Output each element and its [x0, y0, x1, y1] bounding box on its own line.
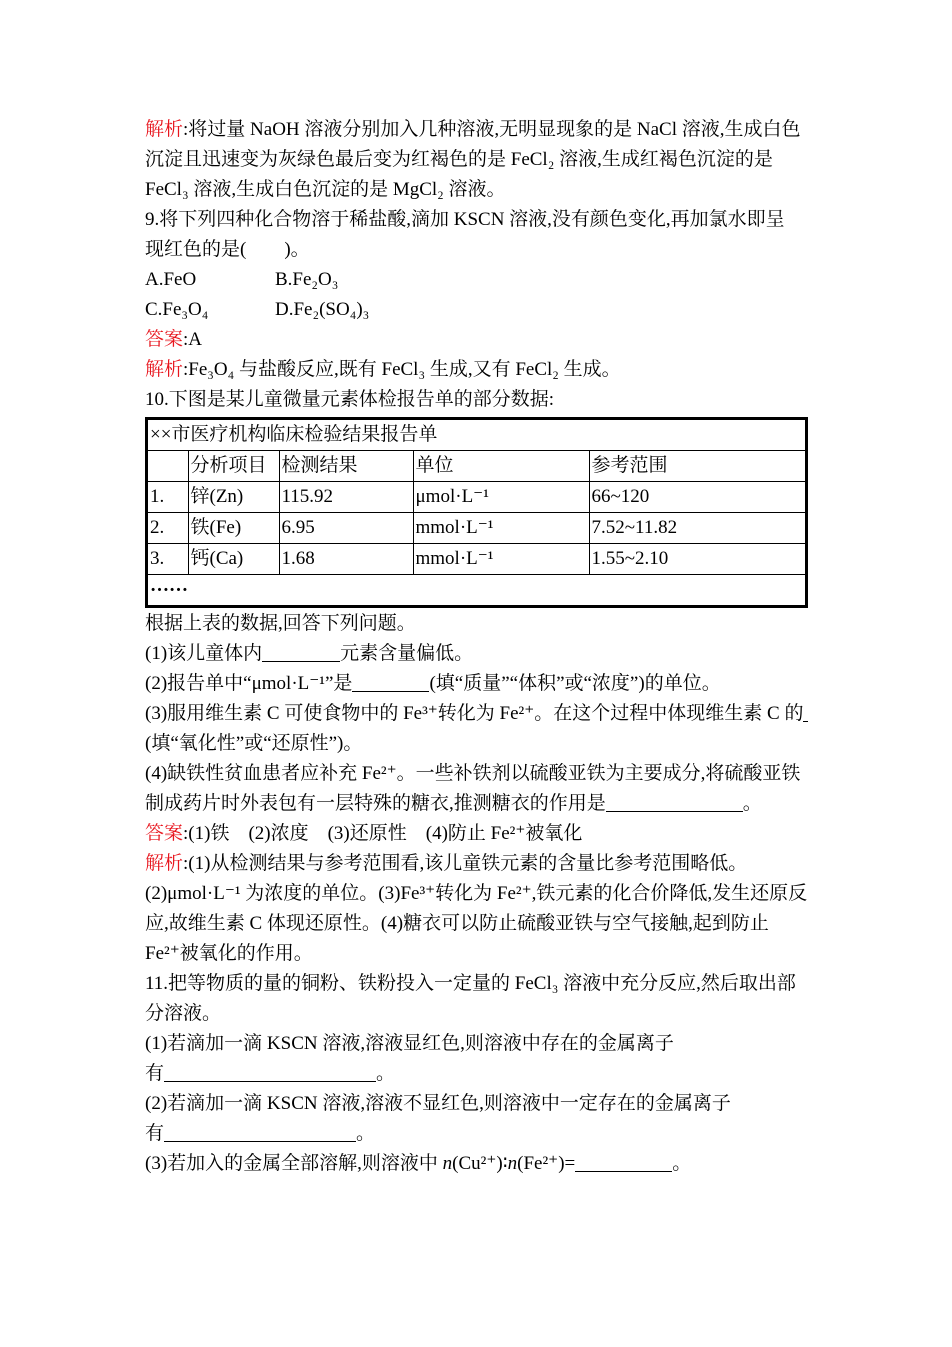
- report-cell: 铁(Fe): [188, 513, 279, 544]
- document-content: [145, 115, 817, 1179]
- report-title-row: [148, 420, 805, 451]
- q10-part3-line: (填“氧化性”或“还原性”)。: [145, 733, 363, 754]
- report-cell: 锌(Zn): [188, 482, 279, 513]
- option-d: D.Fe₂(SO₄)₃: [275, 299, 370, 320]
- part-text: 制成药片时外表包有一层特殊的糖衣,推测糖衣的作用是: [145, 793, 606, 814]
- q11-stem-line: 分溶液。: [145, 1003, 222, 1024]
- q10-stem-line: 10.下图是某儿童微量元素体检报告单的部分数据:: [145, 389, 555, 410]
- q11-part2-line: [145, 1119, 817, 1149]
- q9-options-row: [145, 295, 817, 325]
- answer-label: 答案: [145, 329, 184, 350]
- report-cell: 1.55~2.10: [589, 544, 805, 575]
- q10-part2: [145, 669, 817, 699]
- report-header-cell: 检测结果: [279, 451, 413, 482]
- part-text: (2)报告单中“μmol·L⁻¹”是: [145, 673, 353, 694]
- q10-analysis-line: (2)μmol·L⁻¹ 为浓度的单位。(3)Fe³⁺转化为 Fe²⁺,铁元素的化合价降低,发生还原反: [145, 883, 808, 904]
- q9-stem-line: 现红色的是( )。: [145, 239, 310, 260]
- report-title: ××市医疗机构临床检验结果报告单: [148, 420, 805, 451]
- q10-analysis-line: Fe²⁺被氧化的作用。: [145, 943, 313, 964]
- report-cell: 66~120: [589, 482, 805, 513]
- answer-text: :A: [183, 329, 203, 350]
- q10-part3-line: [145, 699, 817, 729]
- part-text: (填“质量”“体积”或“浓度”)的单位。: [429, 673, 721, 694]
- q10-part4-line: (4)缺铁性贫血患者应补充 Fe²⁺。一些补铁剂以硫酸亚铁为主要成分,将硫酸亚铁: [145, 763, 801, 784]
- analysis-label: 解析: [145, 359, 184, 380]
- report-cell: mmol·L⁻¹: [413, 513, 589, 544]
- report-row: [148, 482, 805, 513]
- part-text: 。: [376, 1063, 396, 1084]
- answer-label: 答案: [145, 823, 184, 844]
- answer-blank: [164, 1081, 376, 1082]
- report-header-cell: 参考范围: [589, 451, 805, 482]
- part-text: (Fe²⁺)=: [517, 1153, 576, 1174]
- report-cell: mmol·L⁻¹: [413, 544, 589, 575]
- part-text: 。: [356, 1123, 376, 1144]
- q11-part3-line: [145, 1149, 817, 1179]
- answer-blank: [606, 811, 743, 812]
- report-header-cell: 单位: [413, 451, 589, 482]
- q10-part1: [145, 639, 817, 669]
- part-text: 有: [145, 1123, 165, 1144]
- report-cell: 钙(Ca): [188, 544, 279, 575]
- report-cell: 1.68: [279, 544, 413, 575]
- analysis-label: 解析: [145, 119, 184, 140]
- report-header-cell: 分析项目: [188, 451, 279, 482]
- option-a: A.FeO: [145, 269, 197, 290]
- analysis-text: :将过量 NaOH 溶液分别加入几种溶液,无明显现象的是 NaCl 溶液,生成白色: [183, 119, 801, 140]
- report-cell: 1.: [148, 482, 188, 513]
- analysis-text: :Fe₃O₄ 与盐酸反应,既有 FeCl₃ 生成,又有 FeCl₂ 生成。: [183, 359, 621, 380]
- answer-blank: [262, 661, 340, 662]
- q9-options-row: [145, 265, 817, 295]
- analysis-text: :(1)从检测结果与参考范围看,该儿童铁元素的含量比参考范围略低。: [183, 853, 748, 874]
- report-header-cell: [148, 451, 188, 482]
- part-text: (3)若加入的金属全部溶解,则溶液中: [145, 1153, 443, 1174]
- report-cell: μmol·L⁻¹: [413, 482, 589, 513]
- variable-n: n: [507, 1153, 518, 1174]
- q8-analysis-line: FeCl₃ 溶液,生成白色沉淀的是 MgCl₂ 溶液。: [145, 179, 506, 200]
- q10-answer-line: [145, 819, 817, 849]
- part-text: (1)该儿童体内: [145, 643, 263, 664]
- report-header-row: [148, 451, 805, 482]
- variable-n: n: [442, 1153, 453, 1174]
- analysis-label: 解析: [145, 853, 184, 874]
- report-footer-row: [148, 575, 805, 606]
- report-footer: ……: [148, 575, 805, 606]
- report-cell: 6.95: [279, 513, 413, 544]
- part-text: 有: [145, 1063, 165, 1084]
- report-row: [148, 544, 805, 575]
- report-cell: 7.52~11.82: [589, 513, 805, 544]
- report-row: [148, 513, 805, 544]
- part-text: (3)服用维生素 C 可使食物中的 Fe³⁺转化为 Fe²⁺。在这个过程中体现维生素 C 的: [145, 703, 804, 724]
- option-c: C.Fe₃O₄: [145, 299, 209, 320]
- q11-part2-line: (2)若滴加一滴 KSCN 溶液,溶液不显红色,则溶液中一定存在的金属离子: [145, 1093, 731, 1114]
- report-cell: 115.92: [279, 482, 413, 513]
- answer-blank: [575, 1171, 672, 1172]
- q10-analysis-line: [145, 849, 817, 879]
- q8-analysis-line: 沉淀且迅速变为灰绿色最后变为红褐色的是 FeCl₂ 溶液,生成红褐色沉淀的是: [145, 149, 773, 170]
- q9-analysis-line: [145, 355, 817, 385]
- part-text: (Cu²⁺)∶: [452, 1153, 508, 1174]
- answer-blank: [352, 691, 429, 692]
- answer-text: :(1)铁 (2)浓度 (3)还原性 (4)防止 Fe²⁺被氧化: [183, 823, 583, 844]
- q8-analysis-line: [145, 115, 817, 145]
- q9-stem-line: 9.将下列四种化合物溶于稀盐酸,滴加 KSCN 溶液,没有颜色变化,再加氯水即呈: [145, 209, 785, 230]
- q10-part4-line: [145, 789, 817, 819]
- report-table: [145, 417, 808, 608]
- q11-part1-line: (1)若滴加一滴 KSCN 溶液,溶液显红色,则溶液中存在的金属离子: [145, 1033, 674, 1054]
- part-text: 。: [672, 1153, 692, 1174]
- answer-blank: [164, 1141, 356, 1142]
- answer-blank: [803, 721, 808, 722]
- q9-answer-line: [145, 325, 817, 355]
- part-text: 元素含量偏低。: [340, 643, 474, 664]
- part-text: 。: [742, 793, 762, 814]
- option-b: B.Fe₂O₃: [275, 269, 339, 290]
- q10-analysis-line: 应,故维生素 C 体现还原性。(4)糖衣可以防止硫酸亚铁与空气接触,起到防止: [145, 913, 769, 934]
- report-cell: 2.: [148, 513, 188, 544]
- q11-stem-line: 11.把等物质的量的铜粉、铁粉投入一定量的 FeCl₃ 溶液中充分反应,然后取出部: [145, 973, 796, 994]
- q10-intro: 根据上表的数据,回答下列问题。: [145, 613, 416, 634]
- report-cell: 3.: [148, 544, 188, 575]
- q11-part1-line: [145, 1059, 817, 1089]
